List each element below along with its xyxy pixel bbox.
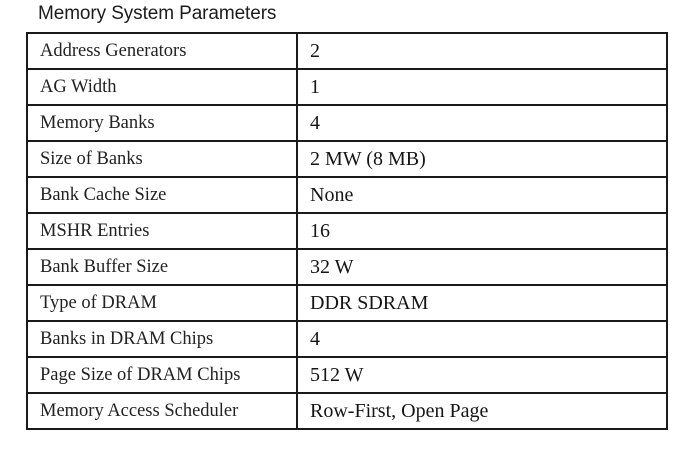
table-row <box>27 249 667 285</box>
parameter-name: Memory Banks <box>27 105 297 141</box>
parameter-value: Row-First, Open Page <box>297 393 667 429</box>
table-row <box>27 357 667 393</box>
parameter-value: DDR SDRAM <box>297 285 667 321</box>
memory-parameters-table <box>26 32 668 430</box>
table-row <box>27 105 667 141</box>
table-row <box>27 321 667 357</box>
table-row <box>27 141 667 177</box>
table-row <box>27 177 667 213</box>
parameter-name: MSHR Entries <box>27 213 297 249</box>
parameter-name: Memory Access Scheduler <box>27 393 297 429</box>
parameter-value: 2 <box>297 33 667 69</box>
table-row <box>27 393 667 429</box>
parameter-value: None <box>297 177 667 213</box>
parameter-name: Banks in DRAM Chips <box>27 321 297 357</box>
table-row <box>27 213 667 249</box>
parameter-value: 16 <box>297 213 667 249</box>
parameter-name: Page Size of DRAM Chips <box>27 357 297 393</box>
parameter-name: Bank Cache Size <box>27 177 297 213</box>
parameter-name: Type of DRAM <box>27 285 297 321</box>
parameter-name: Bank Buffer Size <box>27 249 297 285</box>
parameter-value: 512 W <box>297 357 667 393</box>
parameter-name: Size of Banks <box>27 141 297 177</box>
parameter-value: 1 <box>297 69 667 105</box>
table-row <box>27 285 667 321</box>
table-caption: Memory System Parameters <box>38 3 277 24</box>
parameter-value: 2 MW (8 MB) <box>297 141 667 177</box>
parameter-value: 4 <box>297 105 667 141</box>
parameter-value: 32 W <box>297 249 667 285</box>
table-row <box>27 69 667 105</box>
parameter-name: AG Width <box>27 69 297 105</box>
parameter-value: 4 <box>297 321 667 357</box>
parameter-name: Address Generators <box>27 33 297 69</box>
table-row <box>27 33 667 69</box>
